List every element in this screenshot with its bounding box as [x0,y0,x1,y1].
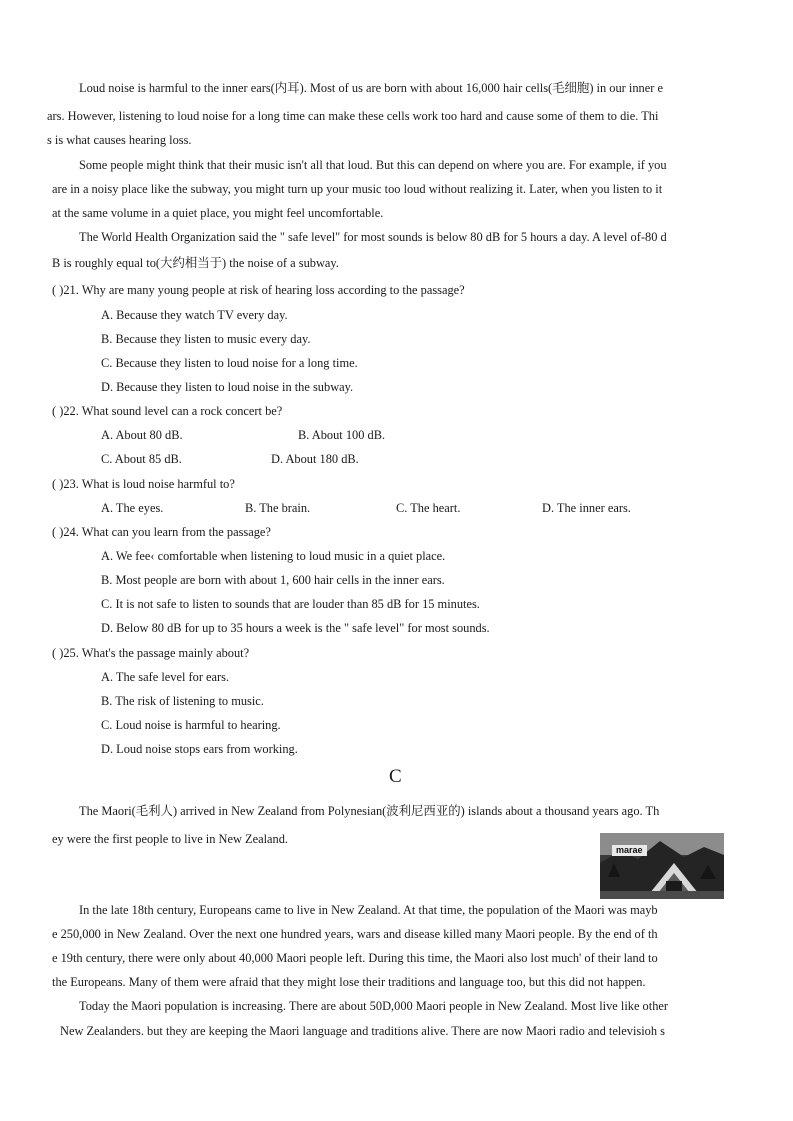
question-21-option-b: B. Because they listen to music every day. [101,332,311,346]
question-24-option-b: B. Most people are born with about 1, 600 hair cells in the inner ears. [101,573,445,587]
question-21-stem: ( )21. Why are many young people at risk of hearing loss according to the passage? [52,283,465,297]
question-21-option-c: C. Because they listen to loud noise for a long time. [101,356,358,370]
passage-c-line-6: New Zealanders. but they are keeping the Maori language and traditions alive. There are now Maori radio and televisioh s [60,1024,665,1038]
marae-photo-image [600,833,724,899]
marae-photo-caption: marae [612,845,647,856]
question-24-option-a: A. We fee‹ comfortable when listening to loud music in a quiet place. [101,549,446,563]
passage-c-line-5: Today the Maori population is increasing. There are about 50D,000 Maori people in New Zealand. Most live like other [79,999,669,1013]
passage-b-line-5: are in a noisy place like the subway, you might turn up your music too loud without realizing it. Later, when you listen to it [52,182,663,196]
question-21-option-d: D. Because they listen to loud noise in the subway. [101,380,354,394]
passage-b-line-8: B is roughly equal to(大约相当于) the noise of a subway. [52,256,339,270]
question-24-option-c: C. It is not safe to listen to sounds that are louder than 85 dB for 15 minutes. [101,597,480,611]
passage-c-line-1: In the late 18th century, Europeans came to live in New Zealand. At that time, the population of the Maori was mayb [79,903,658,917]
passage-b-line-3: s is what causes hearing loss. [47,133,192,147]
passage-c-line-4: the Europeans. Many of them were afraid that they might lose their traditions and language too, but this did not happen. [52,975,646,989]
passage-c-line-3: e 19th century, there were only about 40,000 Maori people left. During this time, the Maori also lost much' of their land to [52,951,658,965]
passage-b-line-2: ars. However, listening to loud noise for a long time can make these cells work too hard and cause some of them to die. Thi [47,109,659,123]
question-22-option-d: D. About 180 dB. [271,452,359,466]
marae-photo [600,833,724,899]
question-21-option-a: A. Because they watch TV every day. [101,308,288,322]
passage-c-intro-line-1: The Maori(毛利人) arrived in New Zealand from Polynesian(波利尼西亚的) islands about a thousand years ago. Th [79,804,660,818]
question-22-option-a: A. About 80 dB. [101,428,183,442]
passage-c-intro-line-2: ey were the first people to live in New Zealand. [52,832,289,846]
passage-c-line-2: e 250,000 in New Zealand. Over the next one hundred years, wars and disease killed many Maori people. By the end of th [52,927,658,941]
passage-b-line-7: The World Health Organization said the " safe level" for most sounds is below 80 dB for 5 hours a day. A level of-80 d [79,230,667,244]
question-22-stem: ( )22. What sound level can a rock concert be? [52,404,283,418]
question-25-option-c: C. Loud noise is harmful to hearing. [101,718,281,732]
question-24-option-d: D. Below 80 dB for up to 35 hours a week is the " safe level" for most sounds. [101,621,490,635]
question-24-stem: ( )24. What can you learn from the passage? [52,525,271,539]
question-25-option-a: A. The safe level for ears. [101,670,230,684]
passage-b-line-1: Loud noise is harmful to the inner ears(内耳). Most of us are born with about 16,000 hair cells(毛细胞) in our inner e [79,81,663,95]
section-c-heading: C [389,766,402,787]
passage-b-line-4: Some people might think that their music isn't all that loud. But this can depend on where you are. For example, if you [79,158,667,172]
question-25-option-b: B. The risk of listening to music. [101,694,264,708]
question-23-option-c: C. The heart. [396,501,461,515]
passage-b-line-6: at the same volume in a quiet place, you might feel uncomfortable. [52,206,384,220]
question-23-stem: ( )23. What is loud noise harmful to? [52,477,235,491]
question-22-option-b: B. About 100 dB. [298,428,386,442]
question-25-stem: ( )25. What's the passage mainly about? [52,646,250,660]
question-23-option-b: B. The brain. [245,501,311,515]
question-23-option-d: D. The inner ears. [542,501,631,515]
question-25-option-d: D. Loud noise stops ears from working. [101,742,298,756]
question-23-option-a: A. The eyes. [101,501,164,515]
question-22-option-c: C. About 85 dB. [101,452,182,466]
